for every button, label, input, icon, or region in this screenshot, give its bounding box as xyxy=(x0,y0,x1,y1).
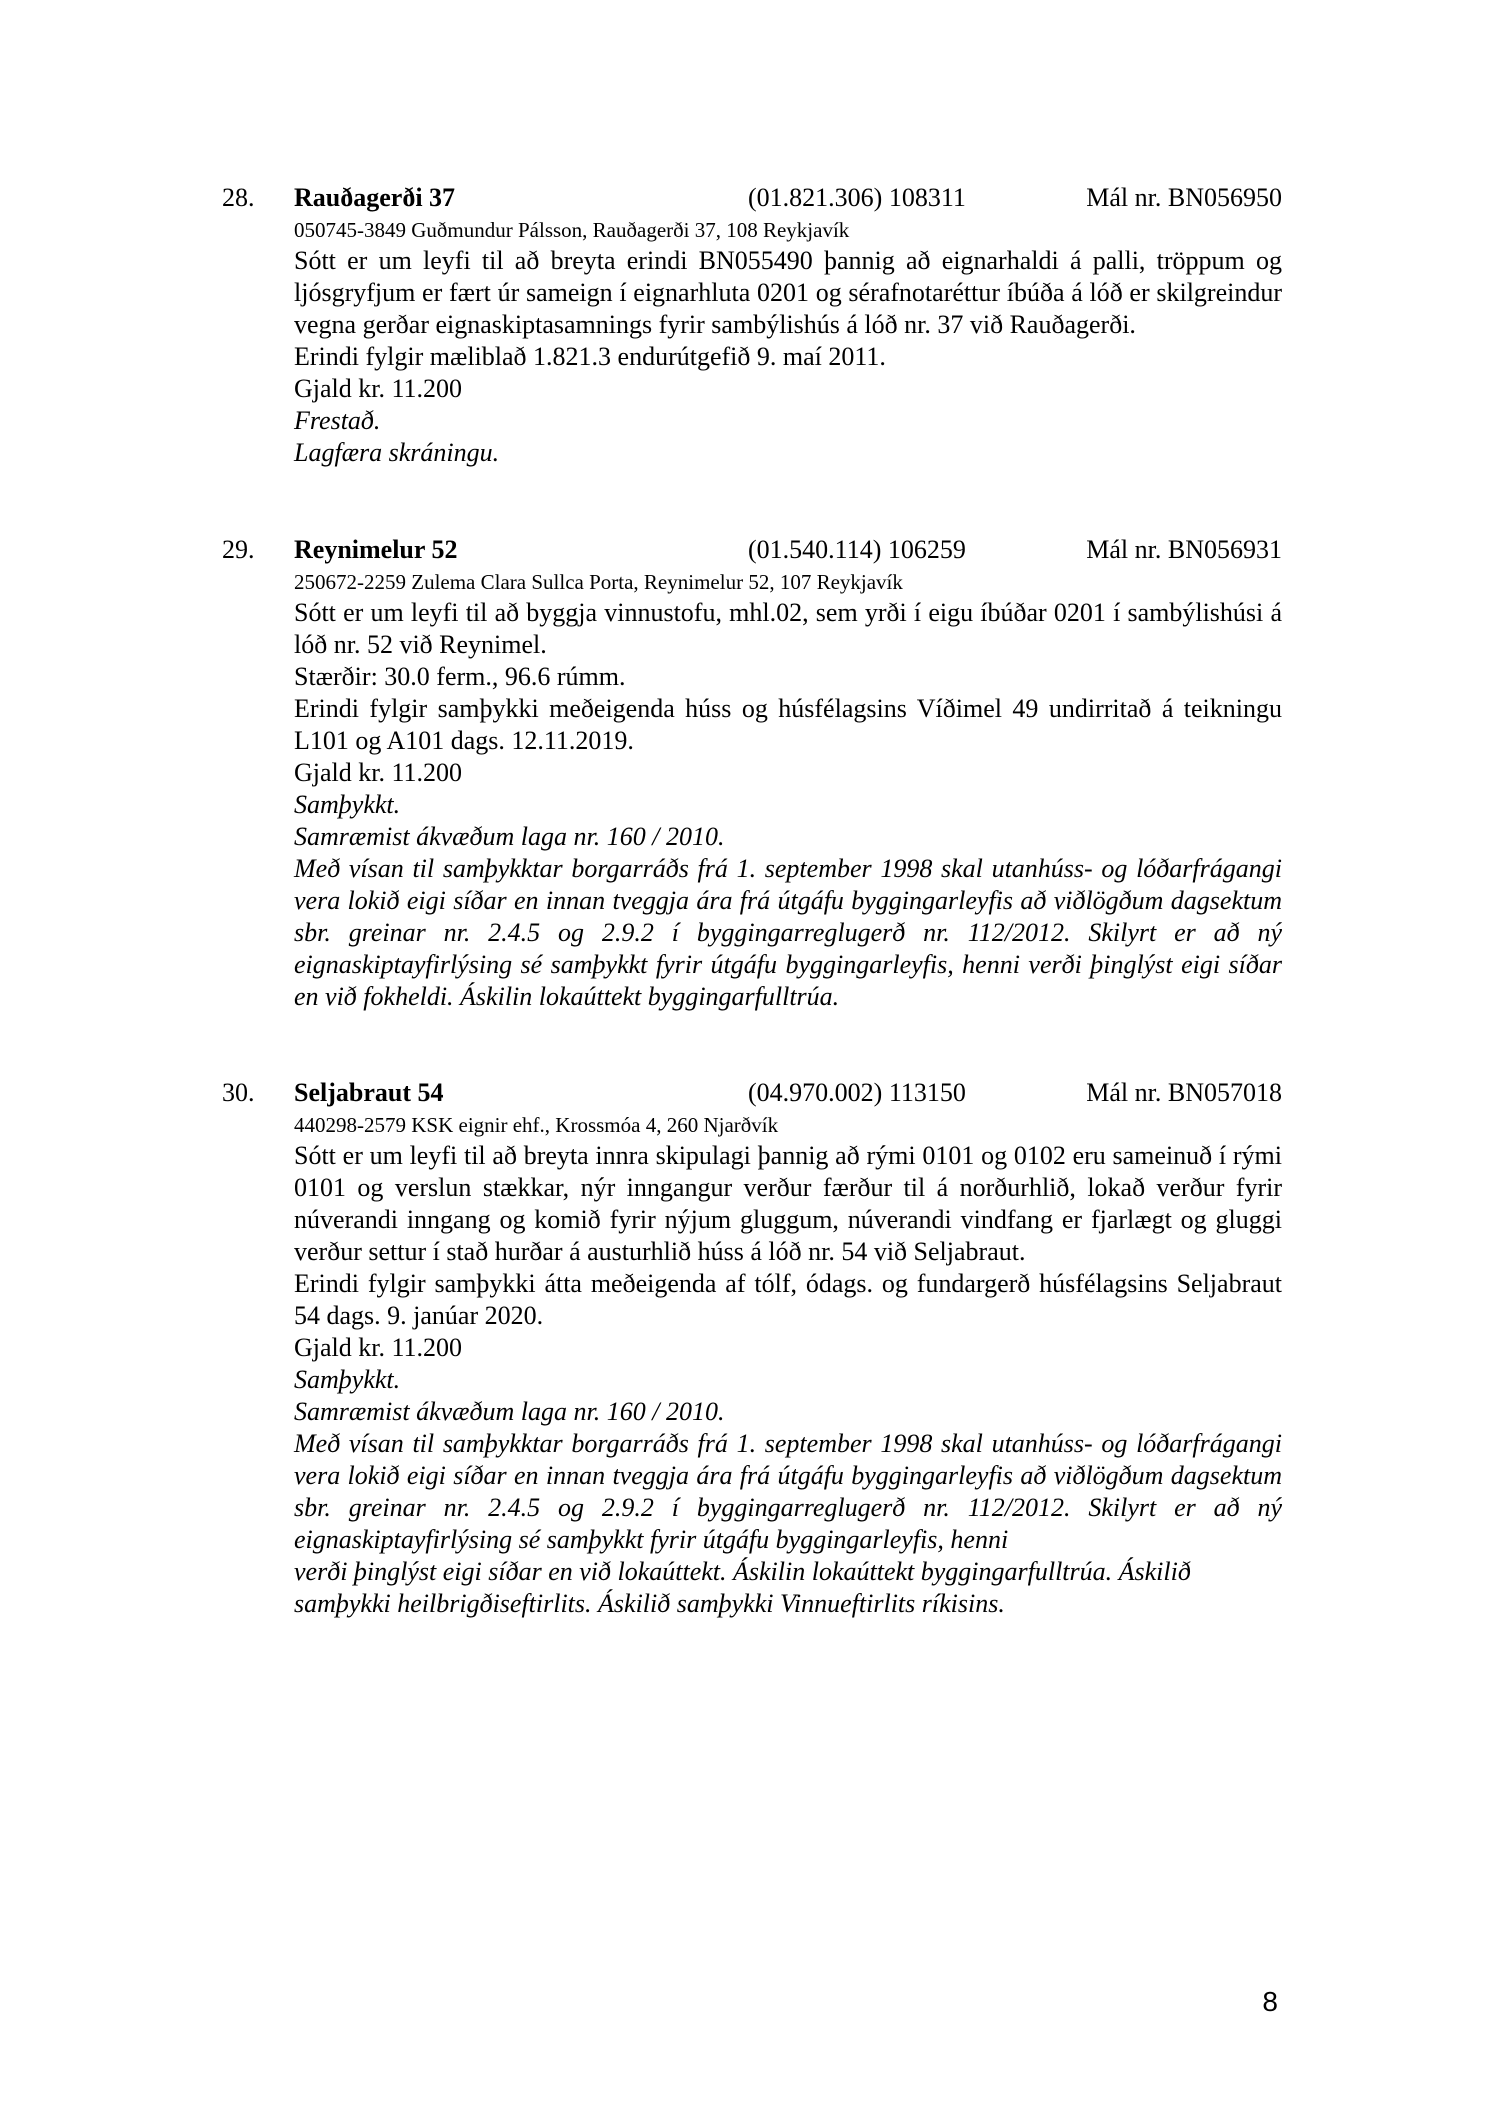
attachment-note: Erindi fylgir mæliblað 1.821.3 endurútgefið 9. maí 2011. xyxy=(294,342,886,371)
case-body xyxy=(294,1111,1282,1620)
fee-line: Gjald kr. 11.200 xyxy=(294,374,463,403)
case-number-label: 30. xyxy=(222,1078,255,1107)
case-entry-28 xyxy=(222,180,1282,469)
attachment-note: Erindi fylgir samþykki meðeigenda húss og húsfélagsins Víðimel 49 undirritað á teikningu L101 og A101 dags. 12.11.2019. xyxy=(294,694,1282,755)
case-entry-29 xyxy=(222,532,1282,1013)
case-number-label: 29. xyxy=(222,535,255,564)
decision-law: Samræmist ákvæðum laga nr. 160 / 2010. xyxy=(294,822,725,851)
property-reference: (01.821.306) 108311 xyxy=(748,183,966,212)
decision-text: Samþykkt. xyxy=(294,1365,401,1394)
page-number: 8 xyxy=(1262,1986,1278,2017)
decision-note: Lagfæra skráningu. xyxy=(294,438,500,467)
size-line: Stærðir: 30.0 ferm., 96.6 rúmm. xyxy=(294,662,626,691)
case-body xyxy=(294,216,1282,469)
case-entry-30 xyxy=(222,1075,1282,1620)
property-address: Rauðagerði 37 xyxy=(294,183,456,212)
case-id: Mál nr. BN057018 xyxy=(1086,1078,1282,1107)
decision-terms: Með vísan til samþykktar borgarráðs frá 1. september 1998 skal utanhúss- og lóðarfrágangi vera lokið eigi síðar en innan tveggja ára frá útgáfu byggingarleyfis að viðlögðum dagsektum sbr. greinar nr. 2.4.5 og 2.9.2 í byggingarreglugerð nr. 112/2012. Skilyrt er að ný eignaskiptayfirlýsing sé samþykkt fyrir útgáfu byggingarleyfis, henni xyxy=(294,1429,1282,1554)
decision-text: Frestað. xyxy=(294,406,381,435)
case-body xyxy=(294,568,1282,1013)
applicant-line: 050745-3849 Guðmundur Pálsson, Rauðagerði 37, 108 Reykjavík xyxy=(294,218,850,242)
application-description: Sótt er um leyfi til að breyta innra skipulagi þannig að rými 0101 og 0102 eru sameinuð í rými 0101 og verslun stækkar, nýr inngangur verður færður til á norðurhlið, lokað verður fyrir núverandi inngang og komið fyrir nýjum gluggum, núverandi vindfang er fjarlægt og gluggi verður settur í stað hurðar á austurhlið húss á lóð nr. 54 við Seljabraut. xyxy=(294,1141,1282,1266)
fee-line: Gjald kr. 11.200 xyxy=(294,1333,463,1362)
case-number-label: 28. xyxy=(222,183,255,212)
property-address: Seljabraut 54 xyxy=(294,1078,444,1107)
decision-terms-continued: verði þinglýst eigi síðar en við lokaúttekt. Áskilin lokaúttekt byggingarfulltrúa. Áskilið samþykki heilbrigðiseftirlits. Áskilið samþykki Vinnueftirlits ríkisins. xyxy=(294,1557,1191,1618)
property-reference: (04.970.002) 113150 xyxy=(748,1078,966,1107)
case-header xyxy=(222,180,1282,216)
decision-text: Samþykkt. xyxy=(294,790,401,819)
case-header xyxy=(222,532,1282,568)
case-id: Mál nr. BN056931 xyxy=(1086,535,1282,564)
applicant-line: 440298-2579 KSK eignir ehf., Krossmóa 4, 260 Njarðvík xyxy=(294,1113,779,1137)
case-header xyxy=(222,1075,1282,1111)
attachment-note: Erindi fylgir samþykki átta meðeigenda af tólf, ódags. og fundargerð húsfélagsins Seljabraut 54 dags. 9. janúar 2020. xyxy=(294,1269,1282,1330)
decision-terms: Með vísan til samþykktar borgarráðs frá 1. september 1998 skal utanhúss- og lóðarfrágangi vera lokið eigi síðar en innan tveggja ára frá útgáfu byggingarleyfis að viðlögðum dagsektum sbr. greinar nr. 2.4.5 og 2.9.2 í byggingarreglugerð nr. 112/2012. Skilyrt er að ný eignaskiptayfirlýsing sé samþykkt fyrir útgáfu byggingarleyfis, henni verði þinglýst eigi síðar en við fokheldi. Áskilin lokaúttekt byggingarfulltrúa. xyxy=(294,854,1282,1011)
case-id: Mál nr. BN056950 xyxy=(1086,183,1282,212)
decision-law: Samræmist ákvæðum laga nr. 160 / 2010. xyxy=(294,1397,725,1426)
application-description: Sótt er um leyfi til að breyta erindi BN055490 þannig að eignarhaldi á palli, tröppum og ljósgryfjum er fært úr sameign í eignarhluta 0201 og sérafnotaréttur íbúða á lóð er skilgreindur vegna gerðar eignaskiptasamnings fyrir sambýlishús á lóð nr. 37 við Rauðagerði. xyxy=(294,246,1282,339)
application-description: Sótt er um leyfi til að byggja vinnustofu, mhl.02, sem yrði í eigu íbúðar 0201 í sambýlishúsi á lóð nr. 52 við Reynimel. xyxy=(294,598,1282,659)
fee-line: Gjald kr. 11.200 xyxy=(294,758,463,787)
property-reference: (01.540.114) 106259 xyxy=(748,535,966,564)
applicant-line: 250672-2259 Zulema Clara Sullca Porta, Reynimelur 52, 107 Reykjavík xyxy=(294,570,903,594)
property-address: Reynimelur 52 xyxy=(294,535,458,564)
